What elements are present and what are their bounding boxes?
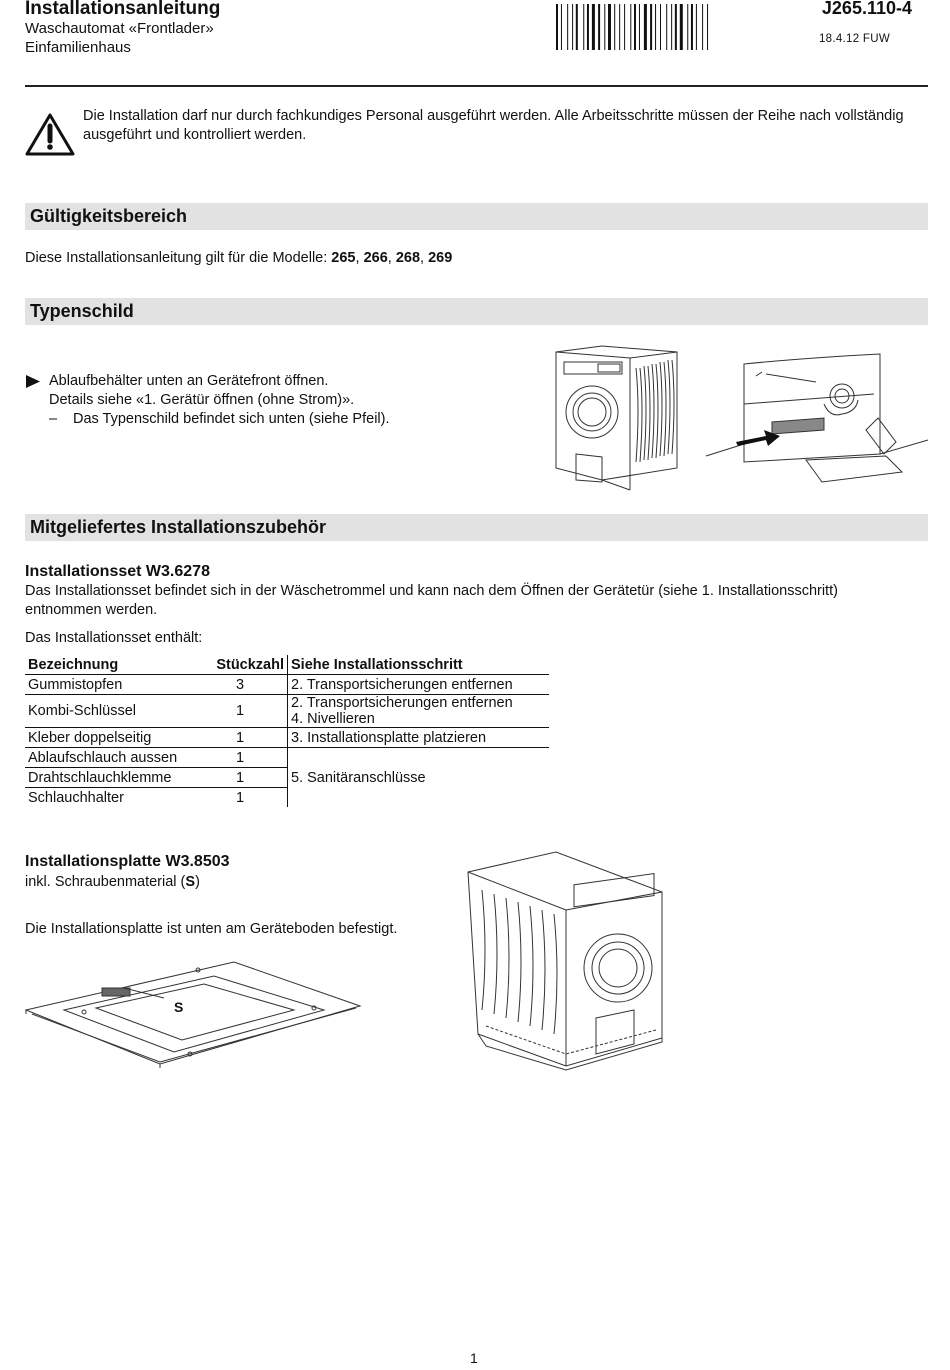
washing-machine-illustration <box>552 340 692 490</box>
column-header: Bezeichnung <box>28 656 119 673</box>
document-date: 18.4.12 FUW <box>818 33 890 45</box>
document-subtitle: Waschautomat «Frontlader» <box>25 20 214 37</box>
part-name: Kleber doppelseitig <box>28 729 152 746</box>
document-number: J265.110-4 <box>821 0 912 18</box>
model-266: 266 <box>363 250 388 266</box>
header-divider <box>25 85 928 87</box>
table-row <box>25 748 549 768</box>
installation-plate-title: Installationsplatte W3.8503 <box>25 853 230 870</box>
part-step: 5. Sanitäranschlüsse <box>291 769 426 786</box>
warning-triangle-icon <box>25 112 75 156</box>
part-quantity: 1 <box>193 695 288 728</box>
section-heading: Gültigkeitsbereich <box>30 206 188 226</box>
table-row <box>25 675 549 695</box>
document-category: Einfamilienhaus <box>25 39 131 56</box>
part-quantity: 1 <box>193 748 288 768</box>
document-title: Installationsanleitung <box>25 0 221 19</box>
part-quantity: 3 <box>193 675 288 695</box>
section-heading: Typenschild <box>30 301 134 321</box>
typeplate-details: Details siehe «1. Gerätür öffnen (ohne Strom)». <box>49 392 355 408</box>
plate-screw-label: S <box>174 999 184 1015</box>
installation-plate-text: Die Installationsplatte ist unten am Geräteboden befestigt. <box>25 921 398 937</box>
part-step: 2. Transportsicherungen entfernen <box>291 676 513 693</box>
model-269: 269 <box>428 250 453 266</box>
page-number: 1 <box>470 1350 478 1366</box>
washing-machine-plate-illustration <box>466 848 666 1070</box>
installation-plate-illustration <box>24 958 364 1070</box>
part-name: Gummistopfen <box>28 676 123 693</box>
table-row <box>25 695 549 728</box>
installation-set-contains: Das Installationsset enthält: <box>25 630 203 646</box>
part-quantity: 1 <box>193 728 288 748</box>
installation-set-title: Installationsset W3.6278 <box>25 563 210 580</box>
barcode-image <box>556 4 776 50</box>
typeplate-step: Ablaufbehälter unten an Gerätefront öffnen. <box>49 373 329 389</box>
section-accessories <box>25 514 928 541</box>
part-step: 3. Installationsplatte platzieren <box>291 729 487 746</box>
warning-text: Die Installation darf nur durch fachkundiges Personal ausgeführt werden. Alle Arbeitsschritte müssen der Reihe nach vollständig ausgeführt und kontrolliert werden. <box>83 108 904 143</box>
installation-set-text: Das Installationsset befindet sich in der Wäschetrommel und kann nach dem Öffnen der Gerätetür (siehe 1. Installationsschritt) entnommen werden. <box>25 583 838 618</box>
scope-text: Diese Installationsanleitung gilt für die Modelle: 265, 266, 268, 269 <box>25 250 453 266</box>
part-name: Schlauchhalter <box>28 789 124 806</box>
column-header: Stückzahl <box>193 655 288 675</box>
part-name: Ablaufschlauch aussen <box>25 748 193 768</box>
typeplate-note: Das Typenschild befindet sich unten (siehe Pfeil). <box>73 411 390 427</box>
part-step: 2. Transportsicherungen entfernen 4. Nivellieren <box>291 695 513 727</box>
part-quantity: 1 <box>193 768 288 788</box>
installation-plate-subtitle: inkl. Schraubenmaterial (S) <box>25 874 200 890</box>
model-268: 268 <box>395 250 421 266</box>
section-heading: Mitgeliefertes Installationszubehör <box>30 517 327 537</box>
section-scope <box>25 203 928 230</box>
typeplate-dash: – <box>49 411 58 427</box>
part-name: Drahtschlauchklemme <box>25 768 193 788</box>
column-header: Siehe Installationsschritt <box>291 656 463 673</box>
model-265: 265 <box>331 250 356 266</box>
parts-table <box>25 655 549 807</box>
play-arrow-icon <box>25 375 41 388</box>
table-row <box>25 728 549 748</box>
table-header-row <box>25 655 549 675</box>
part-quantity: 1 <box>193 788 288 808</box>
typeplate-detail-illustration <box>706 344 928 494</box>
part-name: Kombi-Schlüssel <box>28 703 136 719</box>
section-typeplate <box>25 298 928 325</box>
